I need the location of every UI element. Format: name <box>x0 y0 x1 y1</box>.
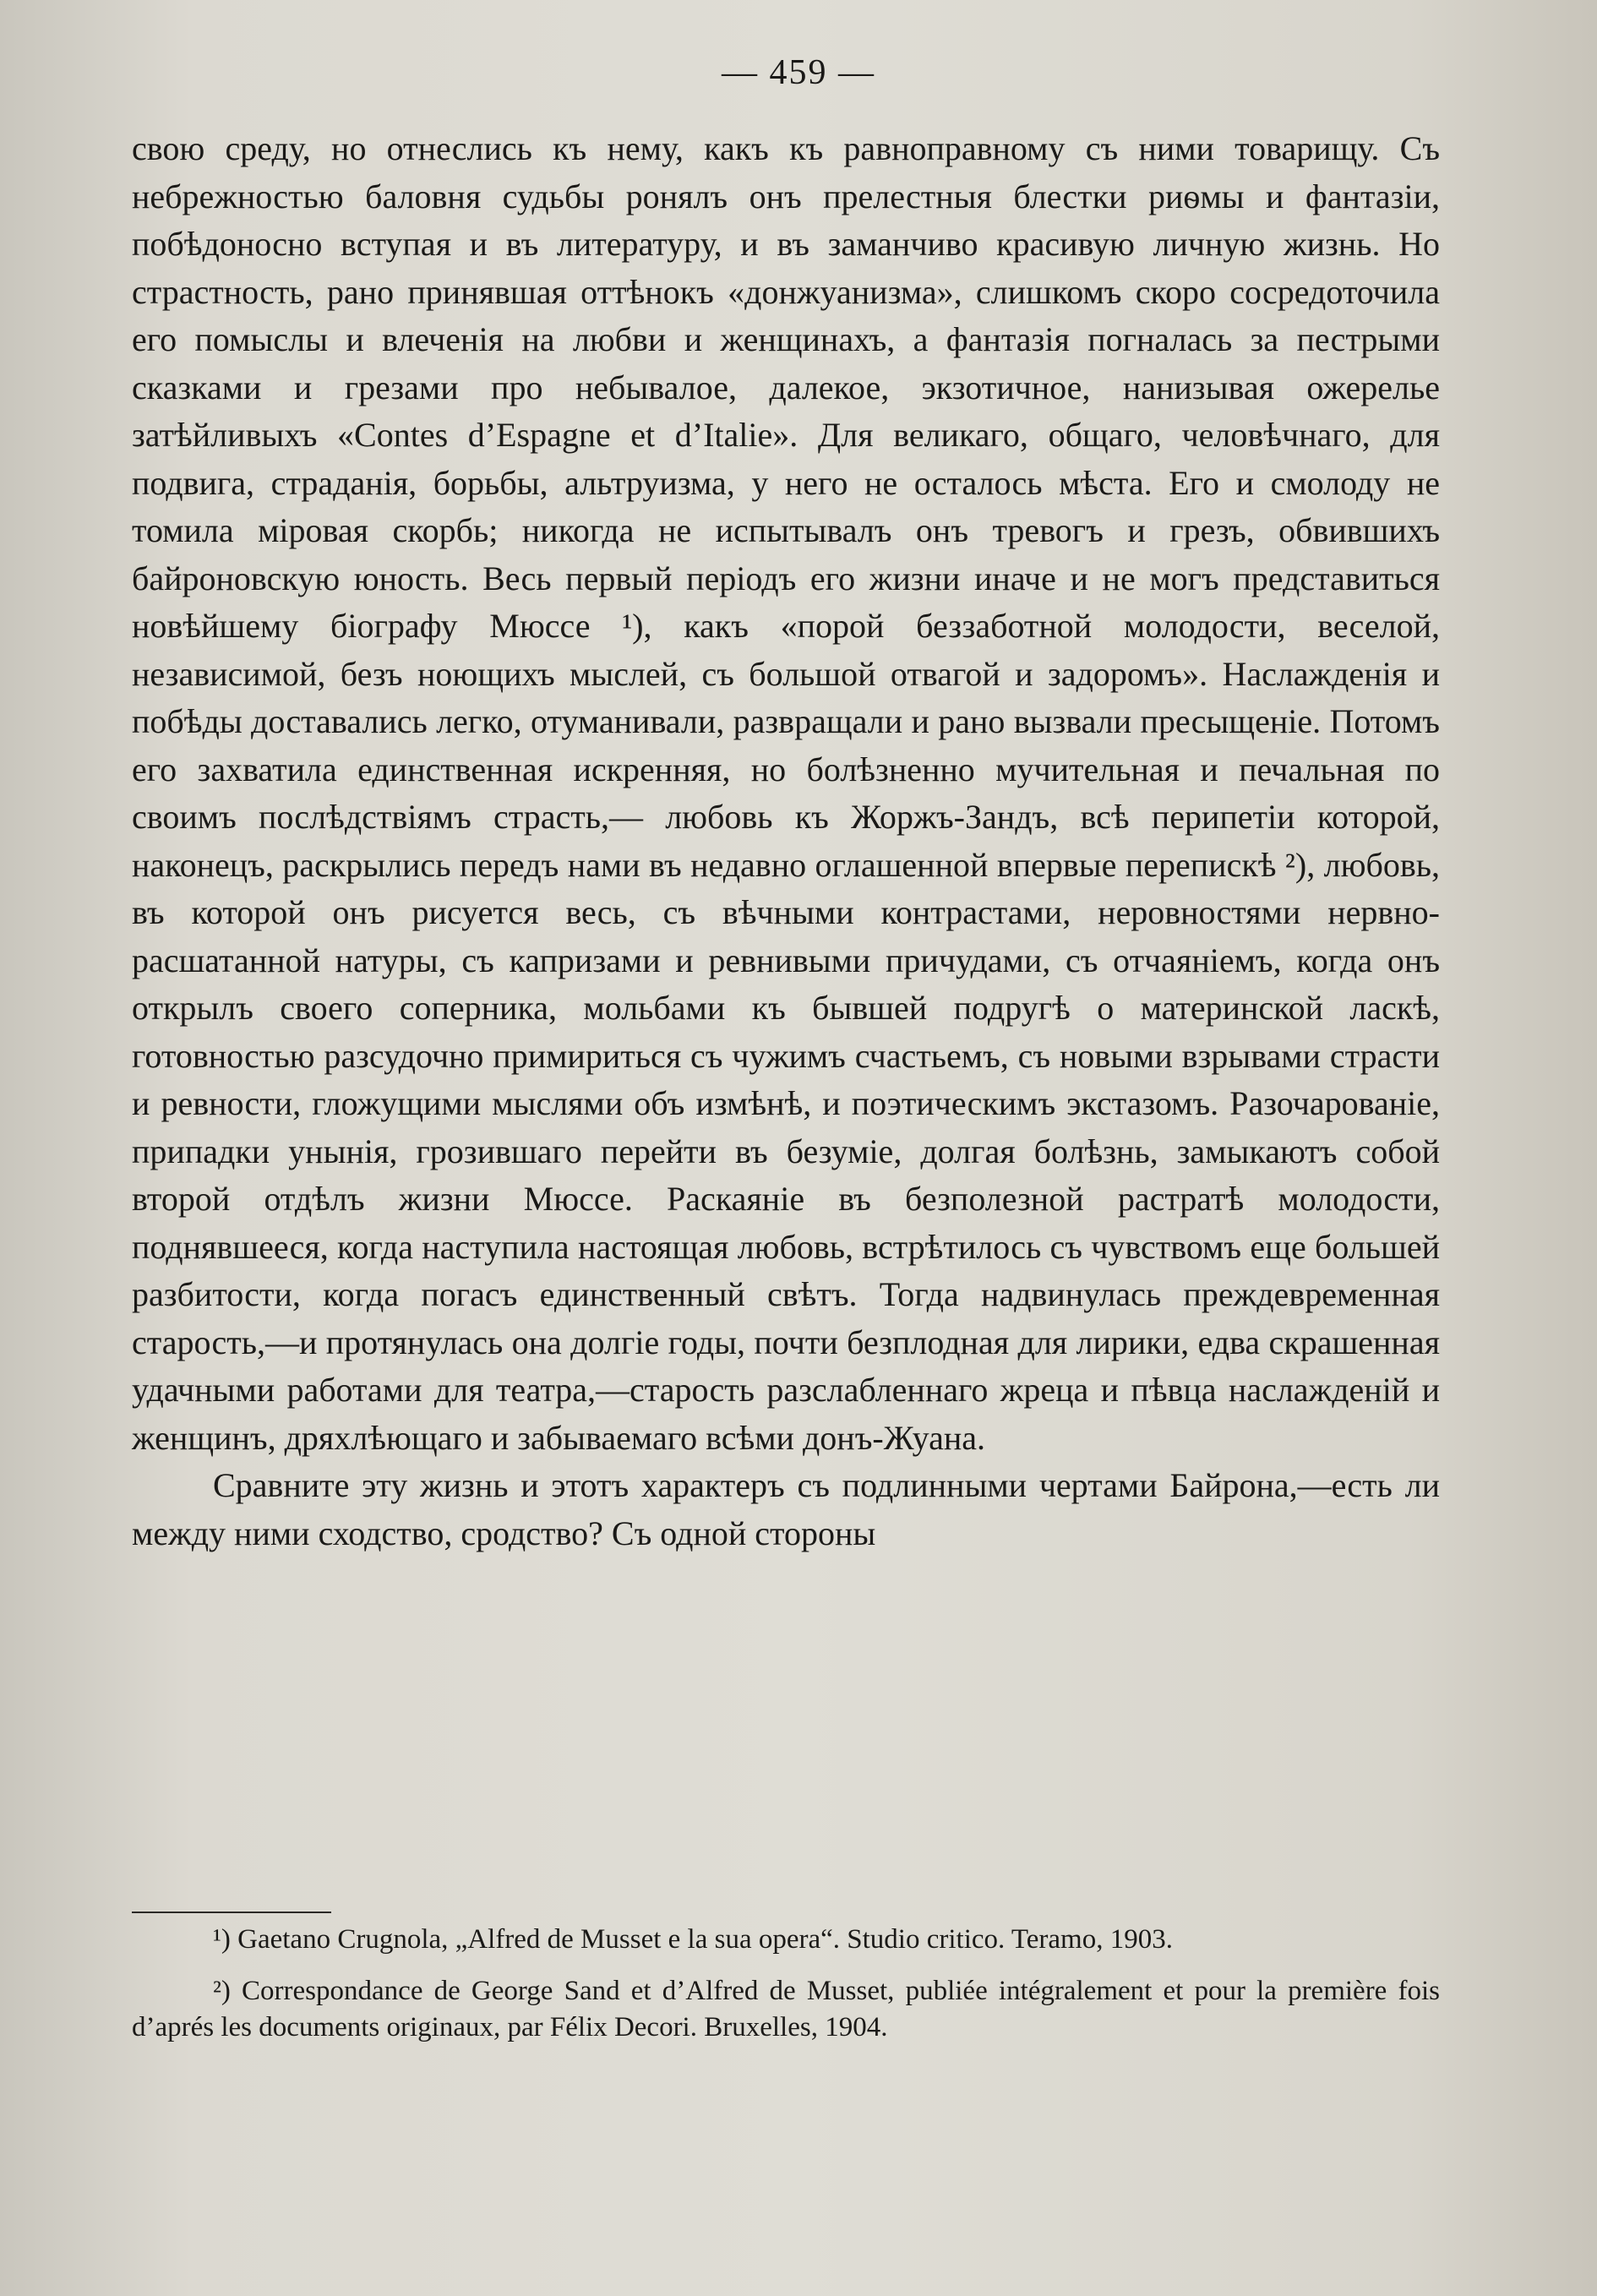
page-number: — 459 — <box>722 53 875 92</box>
main-text <box>132 125 1440 1557</box>
paragraph: Сравните эту жизнь и этотъ характеръ съ подлинными чертами Байрона,—есть ли между ними сходство, сродство? Съ одной стороны <box>132 1466 1440 1552</box>
footnotes <box>132 1922 1440 2046</box>
footnote-1: ¹) Gaetano Crugnola, „Alfred de Musset e la sua opera“. Studio critico. Teramo, 1903. <box>213 1924 1173 1955</box>
paragraph: свою среду, но отнеслись къ нему, какъ къ равноправному съ ними товарищу. Съ небрежностью баловня судьбы ронялъ онъ прелестныя блестки риѳмы и фантазіи, побѣдоносно вступая и въ литературу, и въ заманчиво красивую личную жизнь. Но страстность, рано принявшая оттѣнокъ «донжуанизма», слишкомъ скоро сосредоточила его помыслы и влеченія на любви и женщинахъ, а фантазія погналась за пестрыми сказками и грезами про небывалое, далекое, экзотичное, нанизывая ожерелье затѣйливыхъ «Contes d’Espagne et d’Italie». Для великаго, общаго, человѣчнаго, для подвига, страданія, борьбы, альтруизма, у него не осталось мѣста. Его и смолоду не томила міровая скорбь; никогда не испытывалъ онъ тревогъ и грезъ, обвившихъ байроновскую юность. Весь первый періодъ его жизни иначе и не могъ представиться новѣйшему біографу Мюссе ¹), какъ «порой беззаботной молодости, веселой, независимой, безъ ноющихъ мыслей, съ большой отвагой и задоромъ». Наслажденія и побѣды доставались легко, отуманивали, развращали и рано вызвали пресыщеніе. Потомъ его захватила единственная искренняя, но болѣзненно мучительная и печальная по своимъ послѣдствіямъ страсть,— любовь къ Жоржъ-Зандъ, всѣ перипетіи которой, наконецъ, раскрылись передъ нами въ недавно оглашенной впервые перепискѣ ²), любовь, въ которой онъ рисуется весь, съ вѣчными контрастами, неровностями нервно-расшатанной натуры, съ капризами и ревнивыми причудами, съ отчаяніемъ, когда онъ открылъ своего соперника, мольбами къ бывшей подругѣ о материнской ласкѣ, готовностью разсудочно примириться съ чужимъ счастьемъ, съ новыми взрывами страсти и ревности, гложущими мыслями объ измѣнѣ, и поэтическимъ экстазомъ. Разочарованіе, припадки унынія, грозившаго перейти въ безуміе, долгая болѣзнь, замыкаютъ собой второй отдѣлъ жизни Мюссе. Раскаяніе въ безполезной растратѣ молодости, поднявшееся, когда наступила настоящая любовь, встрѣтилось съ чувствомъ еще большей разбитости, когда погасъ единственный свѣтъ. Тогда надвинулась преждевременная старость,—и протянулась она долгіе годы, почти безплодная для лирики, едва скрашенная удачными работами для театра,—старость разслабленнаго жреца и пѣвца наслажденій и женщинъ, дряхлѣющаго и забываемаго всѣми донъ-Жуана. <box>132 129 1440 1457</box>
footnote-separator <box>132 1912 331 1913</box>
footnote-2: ²) Correspondance de George Sand et d’Alfred de Musset, publiée intégralement et pour la première fois d’aprés les documents originaux, par Félix Decori. Bruxelles, 1904. <box>132 1976 1440 2042</box>
